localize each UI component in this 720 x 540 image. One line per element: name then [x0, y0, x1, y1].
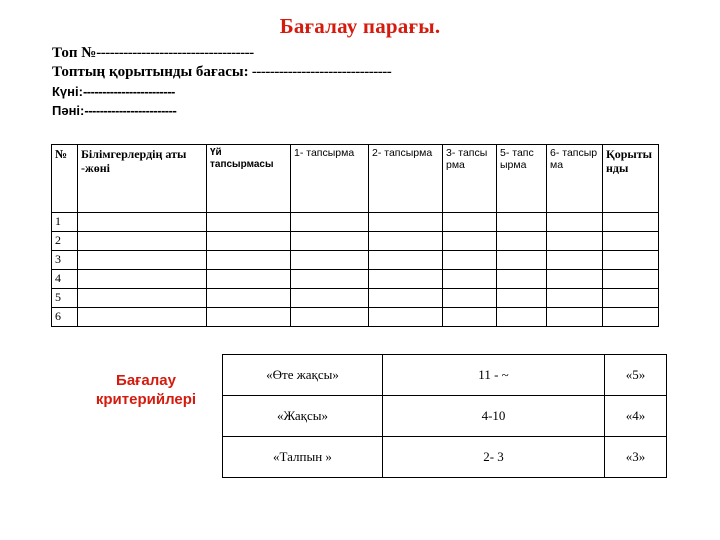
cell-total[interactable]	[603, 251, 659, 270]
row-number: 3	[52, 251, 78, 270]
table-row[interactable]	[52, 289, 659, 308]
column-header-homework: Үй тапсырмасы	[207, 145, 291, 213]
cell-task-6[interactable]	[547, 232, 603, 251]
criteria-table-body	[223, 355, 667, 478]
row-number: 2	[52, 232, 78, 251]
column-header-task-5: 5- тапс ырма	[497, 145, 547, 213]
cell-homework[interactable]	[207, 308, 291, 327]
cell-task-1[interactable]	[291, 213, 369, 232]
cell-task-2[interactable]	[369, 213, 443, 232]
header-field-total	[52, 63, 692, 82]
criteria-heading	[76, 371, 216, 409]
cell-task-5[interactable]	[497, 213, 547, 232]
cell-student-name[interactable]	[78, 251, 207, 270]
cell-task-5[interactable]	[497, 308, 547, 327]
table-row[interactable]	[52, 213, 659, 232]
header-field-dashes: ------------------------	[84, 103, 177, 118]
header-field-label: Күні:	[52, 84, 83, 99]
header-field-label: Топтың қорытынды бағасы:	[52, 64, 249, 80]
cell-homework[interactable]	[207, 289, 291, 308]
cell-task-6[interactable]	[547, 308, 603, 327]
cell-task-2[interactable]	[369, 251, 443, 270]
header-field-dashes: -----------------------------------	[96, 45, 254, 61]
grade-table	[51, 144, 659, 327]
criteria-row	[223, 396, 667, 437]
criteria-row	[223, 355, 667, 396]
cell-total[interactable]	[603, 232, 659, 251]
criteria-name: «Талпын »	[223, 437, 383, 478]
cell-task-3[interactable]	[443, 270, 497, 289]
cell-task-5[interactable]	[497, 289, 547, 308]
table-row[interactable]	[52, 270, 659, 289]
row-number: 4	[52, 270, 78, 289]
cell-task-2[interactable]	[369, 289, 443, 308]
criteria-name: «Өте жақсы»	[223, 355, 383, 396]
table-row[interactable]	[52, 232, 659, 251]
criteria-row	[223, 437, 667, 478]
criteria-name: «Жақсы»	[223, 396, 383, 437]
row-number: 1	[52, 213, 78, 232]
cell-task-3[interactable]	[443, 308, 497, 327]
criteria-range: 11 - ~	[383, 355, 605, 396]
row-number: 6	[52, 308, 78, 327]
cell-homework[interactable]	[207, 270, 291, 289]
grade-table-body	[52, 213, 659, 327]
cell-student-name[interactable]	[78, 270, 207, 289]
criteria-mark: «3»	[605, 437, 667, 478]
cell-task-5[interactable]	[497, 270, 547, 289]
column-header-task-3: 3- тапсы рма	[443, 145, 497, 213]
criteria-heading-line-1: Бағалау	[116, 372, 176, 389]
cell-student-name[interactable]	[78, 289, 207, 308]
column-header-task-2: 2- тапсырма	[369, 145, 443, 213]
cell-homework[interactable]	[207, 232, 291, 251]
table-row[interactable]	[52, 308, 659, 327]
column-header-student-name: Білімгерлердің аты -жөні	[78, 145, 207, 213]
cell-task-3[interactable]	[443, 251, 497, 270]
cell-student-name[interactable]	[78, 213, 207, 232]
cell-task-1[interactable]	[291, 232, 369, 251]
cell-task-5[interactable]	[497, 232, 547, 251]
column-header-number: №	[52, 145, 78, 213]
header-field-date	[52, 82, 692, 101]
cell-total[interactable]	[603, 289, 659, 308]
cell-task-2[interactable]	[369, 308, 443, 327]
header-field-label: Топ №	[52, 45, 97, 61]
criteria-mark: «4»	[605, 396, 667, 437]
cell-task-3[interactable]	[443, 213, 497, 232]
table-row[interactable]	[52, 251, 659, 270]
page-title: Бағалау парағы.	[279, 14, 441, 38]
header-fields	[52, 44, 692, 120]
cell-total[interactable]	[603, 308, 659, 327]
header-field-dashes: -------------------------------	[248, 64, 392, 80]
cell-task-6[interactable]	[547, 289, 603, 308]
criteria-table	[222, 354, 667, 478]
cell-task-1[interactable]	[291, 308, 369, 327]
row-number: 5	[52, 289, 78, 308]
cell-task-1[interactable]	[291, 289, 369, 308]
cell-student-name[interactable]	[78, 232, 207, 251]
cell-total[interactable]	[603, 213, 659, 232]
criteria-heading-line-2: критерийлері	[95, 391, 197, 408]
column-header-task-6: 6- тапсыр ма	[547, 145, 603, 213]
cell-homework[interactable]	[207, 251, 291, 270]
cell-homework[interactable]	[207, 213, 291, 232]
cell-task-2[interactable]	[369, 232, 443, 251]
cell-total[interactable]	[603, 270, 659, 289]
cell-task-5[interactable]	[497, 251, 547, 270]
cell-task-6[interactable]	[547, 270, 603, 289]
criteria-range: 4-10	[383, 396, 605, 437]
criteria-range: 2- 3	[383, 437, 605, 478]
cell-student-name[interactable]	[78, 308, 207, 327]
cell-task-3[interactable]	[443, 232, 497, 251]
cell-task-6[interactable]	[547, 251, 603, 270]
criteria-mark: «5»	[605, 355, 667, 396]
header-field-subject	[52, 101, 692, 120]
header-field-dashes: ------------------------	[82, 84, 175, 99]
cell-task-1[interactable]	[291, 270, 369, 289]
cell-task-1[interactable]	[291, 251, 369, 270]
column-header-total: Қорыты нды	[603, 145, 659, 213]
cell-task-2[interactable]	[369, 270, 443, 289]
cell-task-6[interactable]	[547, 213, 603, 232]
table-header-row	[52, 145, 659, 213]
header-field-label: Пәні:	[52, 103, 85, 118]
header-field-group	[52, 44, 692, 63]
column-header-task-1: 1- тапсырма	[291, 145, 369, 213]
cell-task-3[interactable]	[443, 289, 497, 308]
